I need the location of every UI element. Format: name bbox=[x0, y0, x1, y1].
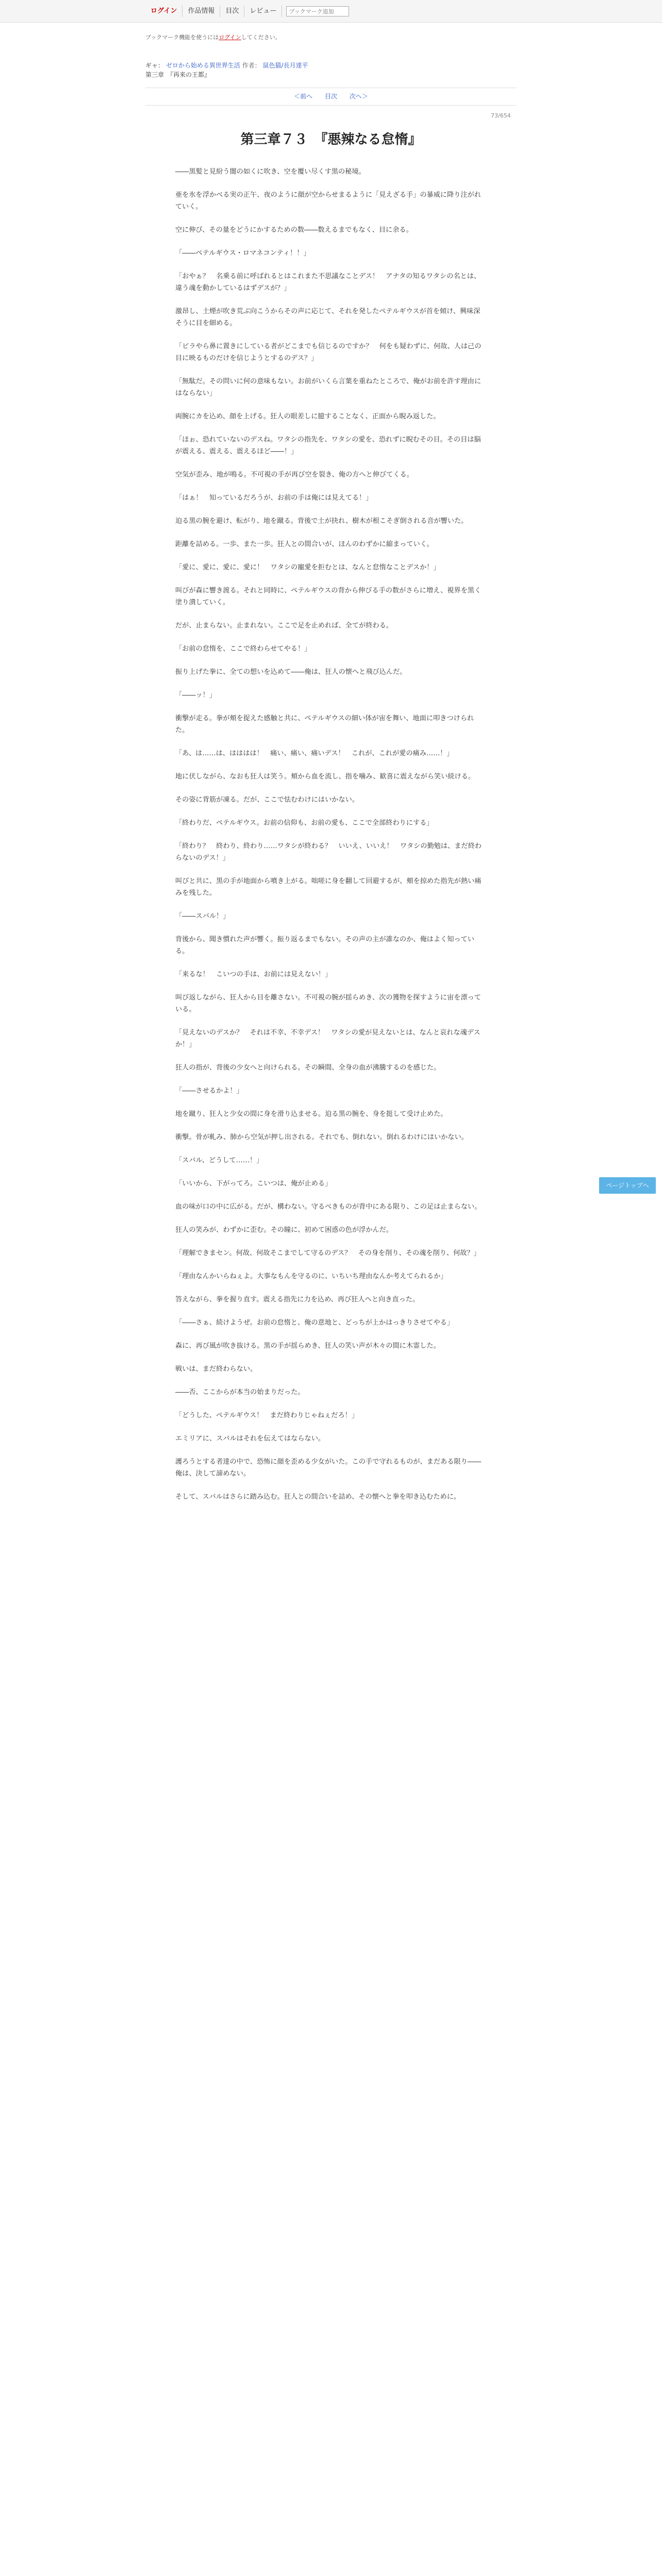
novel-paragraph: 護ろうとする者達の中で、恐怖に顔を歪める少女がいた。この手で守れるものが、まだある限り――俺は、決して諦めない。 bbox=[175, 1458, 482, 1478]
nav-item-info[interactable]: 作品情報 bbox=[183, 6, 220, 17]
novel-paragraph: 「来るな！ こいつの手は、お前には見えない！」 bbox=[175, 971, 332, 978]
novel-paragraph: 「いいから、下がってろ。こいつは、俺が止める」 bbox=[175, 1180, 332, 1188]
next-link[interactable]: 次へ＞ bbox=[349, 93, 368, 100]
title-prefix: ギャ： bbox=[145, 62, 164, 69]
novel-paragraph: 「――スバル！」 bbox=[175, 912, 230, 920]
author-link[interactable]: 鼠色猫/長月達平 bbox=[262, 62, 308, 69]
novel-paragraph: ――否、ここからが本当の始まりだった。 bbox=[175, 1388, 305, 1396]
novel-paragraph: 「終わりだ、ペテルギウス。お前の信仰も、お前の愛も、ここで全部終わりにする」 bbox=[175, 819, 434, 827]
novel-paragraph: 「ビラやら鼻に置きにしている者がどこまでも信じるのですか？ 何をも疑わずに、何故、人は己の目に映るものだけを信じようとするのデス？」 bbox=[175, 343, 482, 362]
work-title-link[interactable]: ゼロから始める異世界生活 bbox=[166, 62, 240, 69]
novel-paragraph: 亜を氷を浮かべる実の正午、夜のように顔が空からせまるように「見えざる手」の暴威に降り注がれていく。 bbox=[175, 191, 482, 211]
novel-paragraph: 衝撃が走る。拳が頬を捉えた感触と共に、ペテルギウスの細い体が宙を舞い、地面に叩きつけられた。 bbox=[175, 715, 474, 734]
bookmark-note-suffix: してください。 bbox=[241, 34, 281, 41]
nav-item-review[interactable]: レビュー bbox=[244, 6, 282, 17]
novel-paragraph: 「終わり？ 終わり、終わり……ワタシが終わる？ いいえ、いいえ！ ワタシの勤勉は、まだ終わらないのデス！」 bbox=[175, 842, 482, 862]
chapter-line: 第三章 『再来の王都』 bbox=[145, 71, 211, 78]
novel-paragraph: 「見えないのデスか？ それは不幸、不幸デス！ ワタシの愛が見えないとは、なんと哀れな魂デスか！」 bbox=[175, 1029, 481, 1048]
chapter-title: 第三章７３ 『悪辣なる怠惰』 bbox=[240, 132, 422, 147]
novel-paragraph: 「――さぁ、続けようぜ。お前の怠惰と、俺の意地と、どっちが上かはっきりさせてやる」 bbox=[175, 1319, 454, 1327]
novel-paragraph: 地を蹴り、狂人と少女の間に身を滑り込ませる。迫る黒の腕を、身を挺して受け止めた。 bbox=[175, 1110, 448, 1118]
nav-item-toc[interactable]: 目次 bbox=[220, 6, 244, 17]
novel-paragraph: 狂人の指が、背後の少女へと向けられる。その瞬間、全身の血が沸騰するのを感じた。 bbox=[175, 1064, 441, 1072]
novel-paragraph: 距離を詰める。一歩、また一歩。狂人との間合いが、ほんのわずかに縮まっていく。 bbox=[175, 540, 434, 548]
novel-paragraph: 空気が歪み、地が鳴る。不可視の手が再び空を裂き、俺の方へと伸びてくる。 bbox=[175, 471, 413, 479]
novel-paragraph: 叫びが森に響き渡る。それと同時に、ペテルギウスの背から伸びる手の数がさらに増え、視界を黒く塗り潰していく。 bbox=[175, 587, 482, 606]
novel-paragraph: 両腕にカを込め、顔を上げる。狂人の眼差しに臆することなく、正面から睨み返した。 bbox=[175, 413, 440, 420]
page-count: 73/654 bbox=[491, 112, 511, 119]
novel-paragraph: 「――させるかよ！」 bbox=[175, 1087, 243, 1095]
novel-paragraph: 「あ、は……は、はははは！ 痛い、痛い、痛いデス！ これが、これが愛の痛み……！」 bbox=[175, 750, 454, 757]
novel-paragraph: 「愛に、愛に、愛に、愛に！ ワタシの寵愛を拒むとは、なんと怠惰なことデスか！」 bbox=[175, 564, 440, 571]
novel-paragraph: だが、止まらない。止まれない。ここで足を止めれば、全てが終わる。 bbox=[175, 622, 393, 630]
novel-paragraph: その姿に背筋が凍る。だが、ここで怯むわけにはいかない。 bbox=[175, 796, 359, 804]
novel-paragraph: 地に伏しながら、なおも狂人は笑う。頬から血を流し、指を噛み、歓喜に震えながら笑い続ける。 bbox=[175, 773, 475, 781]
novel-paragraph: 「――ッ！」 bbox=[175, 691, 217, 699]
novel-paragraph: 迫る黒の腕を避け、転がり、地を蹴る。背後で土が抉れ、樹木が根こそぎ倒される音が響いた。 bbox=[175, 517, 468, 525]
novel-paragraph: 激昂し、土煙が吹き荒ぶ向こうからその声に応じて、それを発したペテルギウスが首を傾け、興味深そうに目を細める。 bbox=[175, 308, 481, 327]
novel-paragraph: 「お前の怠惰を、ここで終わらせてやる！」 bbox=[175, 645, 311, 653]
novel-body bbox=[175, 166, 487, 1514]
novel-paragraph: 「ほぉ、恐れていないのデスね。ワタシの指先を、ワタシの愛を、恐れずに睨むその目。その目は脳が震える、震える、震えるほど――！」 bbox=[175, 436, 481, 455]
novel-paragraph: 「無駄だ。その問いに何の意味もない。お前がいくら言葉を重ねたところで、俺がお前を許す理由にはならない」 bbox=[175, 378, 482, 397]
prev-link[interactable]: ＜前へ bbox=[294, 93, 313, 100]
work-header bbox=[145, 33, 517, 79]
novel-paragraph: 叫び返しながら、狂人から目を離さない。不可視の腕が揺らめき、次の獲物を探すように宙を漂っている。 bbox=[175, 994, 481, 1013]
novel-paragraph: 「――ペテルギウス・ロマネコンティ！！」 bbox=[175, 249, 310, 257]
novel-paragraph: 背後から、聞き慣れた声が響く。振り返るまでもない。その声の主が誰なのか、俺はよく知っている。 bbox=[175, 936, 474, 955]
toc-link[interactable]: 目次 bbox=[324, 93, 337, 100]
novel-paragraph: 衝撃。骨が軋み、肺から空気が押し出される。それでも、倒れない。倒れるわけにはいかない。 bbox=[175, 1133, 468, 1141]
novel-paragraph: 「理解できまセン。何故、何故そこまでして守るのデス？ その身を削り、その魂を削り、何故？」 bbox=[175, 1249, 481, 1257]
page-top-button[interactable]: ページトップへ bbox=[599, 1177, 656, 1194]
novel-paragraph: 空に伸び、その量をどうにかするための数――数えるまでもなく、目に余る。 bbox=[175, 226, 413, 234]
novel-paragraph: 血の味が口の中に広がる。だが、構わない。守るべきものが背中にある限り、この足は止まらない。 bbox=[175, 1203, 482, 1211]
novel-paragraph: エミリアに、スバルはそれを伝えてはならない。 bbox=[175, 1435, 325, 1443]
novel-paragraph: 戦いは、まだ終わらない。 bbox=[175, 1365, 257, 1373]
top-nav-inner bbox=[145, 6, 349, 17]
novel-paragraph: 「理由なんかいらねぇよ。大事なもんを守るのに、いちいち理由なんか考えてられるか」 bbox=[175, 1273, 448, 1280]
novel-paragraph: 叫びと共に、黒の手が地面から噴き上がる。咄嗟に身を翻して回避するが、頬を掠めた指先が熱い痛みを残した。 bbox=[175, 877, 482, 897]
novel-paragraph: ――黒髪と見紛う闇の如くに吹き、空を覆い尽くす黒の秘境。 bbox=[175, 168, 366, 176]
bookmark-note-prefix: ブックマーク機能を使うには bbox=[145, 34, 219, 41]
novel-paragraph: 狂人の笑みが、わずかに歪む。その瞳に、初めて困惑の色が浮かんだ。 bbox=[175, 1226, 393, 1234]
bookmark-login-link[interactable]: ログイン bbox=[219, 34, 241, 41]
novel-paragraph: 答えながら、拳を握り直す。震える指先に力を込め、再び狂人へと向き直った。 bbox=[175, 1296, 420, 1303]
divider-mid bbox=[145, 105, 517, 106]
novel-paragraph: そして、スバルはさらに踏み込む。狂人との間合いを詰め、その懐へと拳を叩き込むために。 bbox=[175, 1493, 461, 1501]
bookmark-add-input[interactable] bbox=[286, 6, 349, 16]
bookmark-note bbox=[145, 33, 517, 41]
novel-paragraph: 「はぁ！ 知っているだろうが、お前の手は俺には見えてる！」 bbox=[175, 494, 373, 502]
novel-paragraph: 森に、再び風が吹き抜ける。黒の手が揺らめき、狂人の笑い声が木々の間に木霊した。 bbox=[175, 1342, 440, 1350]
pager-top bbox=[0, 92, 662, 100]
top-nav-bar bbox=[0, 0, 662, 23]
breadcrumb bbox=[145, 61, 517, 70]
author-label: 作者： bbox=[242, 62, 261, 69]
novel-paragraph: 振り上げた拳に、全ての想いを込めて――俺は、狂人の懐へと飛び込んだ。 bbox=[175, 668, 407, 676]
novel-paragraph: 「スバル、どうして……！」 bbox=[175, 1157, 263, 1164]
novel-paragraph: 「おやぁ？ 名乗る前に呼ばれるとはこれまた不思議なことデス！ アナタの知るワタシの名とは、違う魂を動かしているはずデスが？」 bbox=[175, 273, 481, 292]
novel-paragraph: 「どうした、ペテルギウス！ まだ終わりじゃねぇだろ！」 bbox=[175, 1412, 359, 1419]
login-link[interactable]: ログイン bbox=[145, 6, 183, 17]
